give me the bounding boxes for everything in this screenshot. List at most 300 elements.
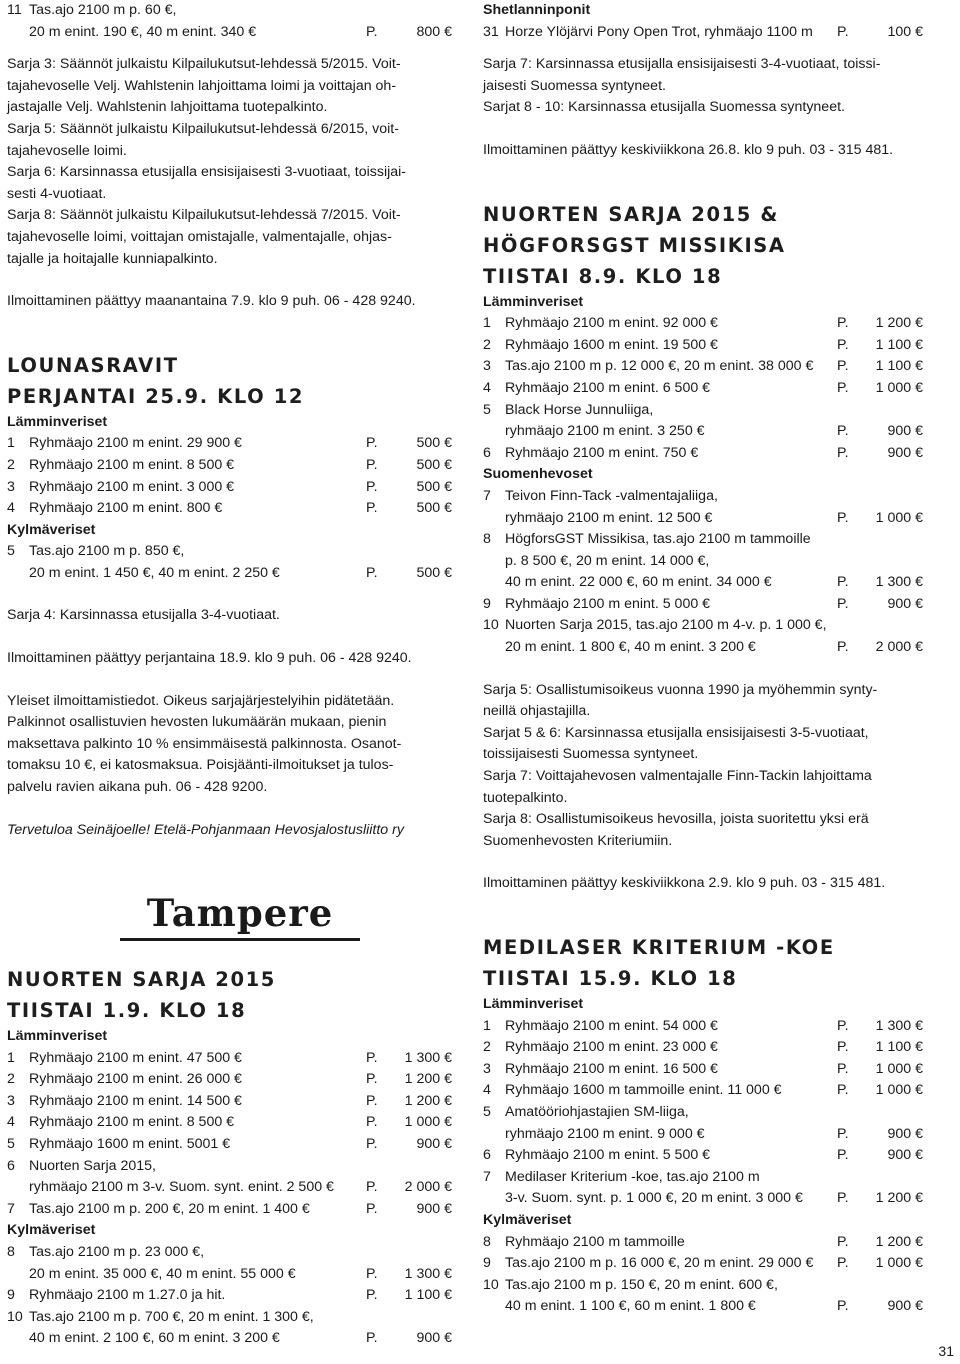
prize-amount: 900 € [887,423,923,440]
category-label: Suomenhevoset [483,466,593,483]
race-prize [366,1069,452,1091]
prize-amount: 900 € [887,444,923,461]
prize-label: P. [366,1287,378,1304]
race-description-line: Ryhmäajo 2100 m enint. 14 500 € [29,1092,242,1109]
prize-label: P. [366,1265,378,1282]
prize-amount: 1 000 € [875,509,923,526]
race-description [505,1059,837,1081]
section-heading: LOUNASRAVIT [7,353,179,377]
race-prize [837,1188,923,1210]
race-prize [366,1091,452,1113]
right-column [483,0,923,1318]
race-list [7,1048,452,1221]
race-description [29,1048,366,1070]
race-number: 10 [7,1308,23,1325]
race-prize [837,443,923,465]
race-description [29,1199,366,1221]
race-prize [837,508,923,530]
category-label: Lämminveriset [7,1028,108,1044]
race-row [483,400,923,443]
prize-label: P. [366,1200,378,1217]
race-prize [837,594,923,616]
race-number: 9 [483,595,491,612]
race-list [7,541,452,584]
race-description-line: Tas.ajo 2100 m p. 16 000 €, 20 m enint. 29 000 € [505,1255,814,1272]
registration-note: Ilmoittaminen päättyy maanantaina 7.9. klo 9 puh. 06 - 428 9240. [7,293,416,310]
race-description-line: Ryhmäajo 2100 m enint. 750 € [505,444,699,461]
race-description [505,1232,837,1254]
race-description-line: Ryhmäajo 2100 m enint. 47 500 € [29,1049,242,1066]
race-description-line: Ryhmäajo 2100 m enint. 26 000 € [29,1071,242,1088]
prize-amount: 500 € [416,478,452,495]
race-row [7,0,452,43]
prize-amount: 1 100 € [875,1039,923,1056]
race-description-line: 20 m enint. 1 450 €, 40 m enint. 2 250 € [29,564,280,581]
race-number: 6 [483,444,491,461]
section-heading: MEDILASER KRITERIUM -KOE [483,936,835,959]
prize-label: P. [366,1114,378,1131]
race-description-line: Ryhmäajo 2100 m enint. 8 500 € [29,1114,235,1131]
race-row [483,594,923,616]
race-prize [837,1059,923,1081]
prize-amount: 1 100 € [875,336,923,353]
race-list [483,313,923,464]
race-number: 9 [483,1255,491,1272]
race-prize [366,1177,452,1199]
race-description-line: Tas.ajo 2100 m p. 200 €, 20 m enint. 1 400 € [29,1200,310,1217]
prize-label: P. [837,574,849,591]
race-list [483,1016,923,1210]
race-description [505,1253,837,1275]
prize-amount: 1 000 € [875,1255,923,1272]
race-description-line: 20 m enint. 190 €, 40 m enint. 340 € [29,23,257,40]
race-description-line: Ryhmäajo 2100 m enint. 6 500 € [505,379,711,396]
prize-label: P. [837,1060,849,1077]
race-prize [366,1048,452,1070]
race-description-line: Black Horse Junnuliiga, [505,401,654,418]
paragraph-line: toissijaisesti Suomessa syntyneet. [483,746,699,763]
race-number: 2 [7,1071,15,1088]
prize-amount: 500 € [416,456,452,473]
race-prize [837,421,923,443]
race-row [483,443,923,465]
paragraph-line: Sarja 5: Osallistumisoikeus vuonna 1990 ja myöhemmin synty- [483,681,878,698]
race-number: 3 [7,1092,15,1109]
category-label: Kylmäveriset [7,1222,96,1239]
race-row [483,1167,923,1210]
race-number: 3 [483,1060,491,1077]
prize-label: P. [837,379,849,396]
prize-amount: 900 € [887,1125,923,1142]
race-description-line: 20 m enint. 35 000 €, 40 m enint. 55 000 € [29,1265,296,1282]
race-number: 4 [483,1082,491,1099]
race-list [7,1242,452,1350]
race-row [483,1253,923,1275]
prize-amount: 1 200 € [875,1190,923,1207]
race-description [29,498,366,520]
race-number: 1 [7,1049,15,1066]
paragraph-line: Suomenhevosten Kriteriumiin. [483,832,673,849]
race-prize [366,433,452,455]
page-number: 31 [938,1343,954,1359]
race-row [483,1102,923,1145]
race-description [505,1102,837,1145]
prize-label: P. [837,1190,849,1207]
race-number: 11 [7,2,22,18]
race-number: 31 [483,23,499,40]
race-prize [837,1124,923,1146]
prize-label: P. [837,358,849,375]
notes-paragraph [483,54,923,119]
prize-label: P. [837,315,849,332]
race-description [505,378,837,400]
race-row [483,313,923,335]
race-number: 10 [483,1276,499,1293]
prize-label: P. [837,1082,849,1099]
race-prize [837,335,923,357]
prize-label: P. [366,1071,378,1088]
race-prize [837,313,923,335]
prize-amount: 900 € [887,1147,923,1164]
race-number: 6 [7,1157,15,1174]
prize-amount: 500 € [416,500,452,517]
race-description [505,1167,837,1210]
race-description-line: Tas.ajo 2100 m p. 150 €, 20 m enint. 600 €, [505,1276,778,1293]
race-row [483,486,923,529]
race-prize [366,477,452,499]
paragraph-line: tajahevoselle Velj. Wahlstenin lahjoittama loimi ja voittajan oh- [7,77,397,94]
race-number: 7 [7,1200,15,1217]
race-prize [366,455,452,477]
paragraph-line: tomaksu 10 €, ei katosmaksua. Poisjäänti-ilmoitukset ja tulos- [7,757,394,774]
notes-paragraph [7,54,452,270]
race-list [7,433,452,519]
paragraph-line: Sarja 6: Karsinnassa etusijalla ensisijaisesti 3-vuotiaat, toissijai- [7,164,407,181]
race-prize [837,1253,923,1275]
race-row [483,1059,923,1081]
race-description [505,443,837,465]
race-description [505,22,837,44]
race-row [483,22,923,44]
prize-label: P. [837,1298,849,1315]
race-row [7,1112,452,1134]
paragraph-line: Sarja 5: Säännöt julkaistu Kilpailukutsut-lehdessä 6/2015, voit- [7,120,399,137]
prize-label: P. [366,23,378,40]
race-description [505,486,837,529]
prize-amount: 1 100 € [875,358,923,375]
paragraph-line: Sarja 8: Osallistumisoikeus hevosilla, joista suoritettu yksi erä [483,811,869,828]
race-description-line: Ryhmäajo 2100 m enint. 23 000 € [505,1039,718,1056]
race-row [483,1275,923,1318]
category-label: Shetlanninponit [483,2,591,18]
race-description-line: Ryhmäajo 2100 m enint. 5 000 € [505,595,711,612]
race-description-line: Nuorten Sarja 2015, tas.ajo 2100 m 4-v. p. 1 000 €, [505,617,827,634]
race-description [505,1037,837,1059]
category-label: Lämminveriset [483,996,584,1012]
race-prize [366,498,452,520]
race-row [7,1091,452,1113]
prize-label: P. [366,1179,378,1196]
prize-label: P. [837,1039,849,1056]
paragraph-line: Sarja 7: Karsinnassa etusijalla ensisijaisesti 3-4-vuotiaat, toissi- [483,56,881,73]
prize-label: P. [366,500,378,517]
prize-amount: 2 000 € [875,639,923,656]
race-description [505,335,837,357]
race-number: 3 [7,478,15,495]
prize-label: P. [837,639,849,656]
race-description-line: Ryhmäajo 2100 m enint. 16 500 € [505,1060,718,1077]
registration-note: Ilmoittaminen päättyy keskiviikkona 2.9. klo 9 puh. 03 - 315 481. [483,875,886,892]
race-description [505,1145,837,1167]
prize-amount: 1 000 € [875,1082,923,1099]
race-description-line: Tas.ajo 2100 m p. 23 000 €, [29,1243,205,1260]
section-date-heading: TIISTAI 1.9. KLO 18 [7,999,247,1022]
section-heading: NUORTEN SARJA 2015 [7,968,276,991]
race-row [483,1016,923,1038]
race-prize [366,1199,452,1221]
race-description-line: Ryhmäajo 2100 m 1.27.0 ja hit. [29,1287,226,1304]
paragraph-line: Sarja 8: Säännöt julkaistu Kilpailukutsut-lehdessä 7/2015. Voit- [7,207,401,224]
race-prize [837,1037,923,1059]
registration-note: Ilmoittaminen päättyy keskiviikkona 26.8. klo 9 puh. 03 - 315 481. [483,141,894,158]
race-list [483,486,923,659]
race-description [29,477,366,499]
race-description-line: Ryhmäajo 1600 m enint. 19 500 € [505,336,718,353]
race-prize [366,1134,452,1156]
prize-amount: 1 200 € [404,1092,452,1109]
race-prize [837,1080,923,1102]
prize-label: P. [837,1017,849,1034]
paragraph-line: Yleiset ilmoittamistiedot. Oikeus sarjajärjestelyihin pidätetään. [7,692,395,709]
race-description-line: Ryhmäajo 2100 m enint. 5 500 € [505,1147,711,1164]
race-description [29,1307,366,1350]
race-description-line: ryhmäajo 2100 m enint. 9 000 € [505,1125,705,1142]
race-prize [837,1296,923,1318]
race-description-line: ryhmäajo 2100 m enint. 3 250 € [505,423,705,440]
prize-amount: 1 200 € [875,1233,923,1250]
general-info-paragraph [7,691,452,799]
race-row [7,455,452,477]
notes-paragraph [483,680,923,853]
paragraph-line: Sarjat 5 & 6: Karsinnassa etusijalla ensisijaisesti 3-5-vuotiaat, [483,724,869,741]
race-row [483,335,923,357]
race-prize [366,1328,452,1350]
race-description [29,433,366,455]
race-number: 4 [483,379,491,396]
race-description-line: 40 m enint. 22 000 €, 60 m enint. 34 000 € [505,574,772,591]
prize-label: P. [837,1147,849,1164]
race-row [7,1242,452,1285]
prize-amount: 1 100 € [404,1287,452,1304]
race-description [29,455,366,477]
category-label: Lämminveriset [483,293,584,310]
race-description-line: Ryhmäajo 1600 m tammoille enint. 11 000 € [505,1082,782,1099]
prize-label: P. [837,509,849,526]
race-description-line: Ryhmäajo 1600 m enint. 5001 € [29,1135,231,1152]
race-row [483,1080,923,1102]
prize-amount: 2 000 € [404,1179,452,1196]
prize-amount: 900 € [416,1330,452,1347]
race-description [505,529,837,594]
race-number: 1 [483,1017,491,1034]
left-lower-column [7,964,452,1350]
prize-label: P. [366,435,378,452]
race-prize [366,22,452,44]
race-prize [366,1285,452,1307]
race-number: 7 [483,1168,491,1185]
race-prize [837,22,923,44]
race-description [505,1080,837,1102]
race-row [7,498,452,520]
race-number: 8 [7,1243,15,1260]
race-number: 6 [483,1147,491,1164]
race-prize [837,356,923,378]
race-row [483,1037,923,1059]
race-row [7,1156,452,1199]
category-label: Lämminveriset [7,413,108,430]
race-prize [366,1264,452,1286]
race-number: 5 [7,1135,15,1152]
race-number: 1 [483,315,491,332]
race-row [7,1069,452,1091]
welcome-line: Tervetuloa Seinäjoelle! Etelä-Pohjanmaan Hevosjalostusliitto ry [7,821,404,838]
section-date-heading: TIISTAI 15.9. KLO 18 [483,967,738,990]
race-row [483,615,923,658]
prize-amount: 1 000 € [404,1114,452,1131]
section-heading: NUORTEN SARJA 2015 & [483,202,779,226]
race-description [29,1112,366,1134]
paragraph-line: tuotepalkinto. [483,789,568,806]
race-description-line: Ryhmäajo 2100 m enint. 8 500 € [29,456,235,473]
paragraph-line: palvelu ravien aikana puh. 06 - 428 9200. [7,779,268,796]
prize-amount: 500 € [416,435,452,452]
category-label: Kylmäveriset [7,521,96,538]
paragraph-line: maksettava palkinto 10 % ensimmäisestä palkinnosta. Osanot- [7,735,402,752]
race-row [7,541,452,584]
prize-label: P. [366,564,378,581]
race-number: 10 [483,617,499,634]
race-description-line: 40 m enint. 2 100 €, 60 m enint. 3 200 € [29,1330,280,1347]
race-row [7,1199,452,1221]
race-prize [837,1016,923,1038]
race-description-line: Nuorten Sarja 2015, [29,1157,156,1174]
race-number: 8 [483,531,491,548]
prize-amount: 1 200 € [404,1071,452,1088]
race-number: 7 [483,487,491,504]
series-note: Sarja 4: Karsinnassa etusijalla 3-4-vuotiaat. [7,607,280,624]
race-description-line: Ryhmäajo 2100 m tammoille [505,1233,685,1250]
race-description-line: Ryhmäajo 2100 m enint. 29 900 € [29,435,242,452]
race-row [7,1285,452,1307]
race-row [7,433,452,455]
prize-label: P. [837,336,849,353]
section-heading: HÖGFORSGST MISSIKISA [483,233,786,257]
race-description-line: 3-v. Suom. synt. p. 1 000 €, 20 m enint. 3 000 € [505,1190,803,1207]
prize-label: P. [837,423,849,440]
prize-label: P. [366,1092,378,1109]
prize-label: P. [837,1125,849,1142]
prize-amount: 900 € [887,1298,923,1315]
race-description [29,1285,366,1307]
race-description [505,313,837,335]
prize-label: P. [366,456,378,473]
prize-label: P. [837,444,849,461]
race-prize [837,378,923,400]
race-number: 2 [7,456,15,473]
race-description-line: Medilaser Kriterium -koe, tas.ajo 2100 m [505,1168,760,1185]
race-number: 1 [7,435,15,452]
race-row [483,356,923,378]
race-description-line: ryhmäajo 2100 m 3-v. Suom. synt. enint. 2 500 € [29,1179,334,1196]
paragraph-line: jaisesti Suomessa syntyneet. [483,77,666,94]
race-list [483,1232,923,1318]
paragraph-line: tajahevoselle loimi, voittajan omistajalle, valmentajalle, ohjas- [7,228,392,245]
prize-amount: 900 € [416,1135,452,1152]
race-description [505,400,837,443]
race-description-line: Ryhmäajo 2100 m enint. 54 000 € [505,1017,718,1034]
race-description-line: HögforsGST Missikisa, tas.ajo 2100 m tammoille [505,531,811,548]
race-description-line: Ryhmäajo 2100 m enint. 92 000 € [505,315,718,332]
paragraph-line: Sarja 3: Säännöt julkaistu Kilpailukutsut-lehdessä 5/2015. Voit- [7,56,401,73]
race-description-line: Ryhmäajo 2100 m enint. 3 000 € [29,478,235,495]
prize-amount: 1 300 € [875,574,923,591]
prize-amount: 900 € [887,595,923,612]
race-row [7,1134,452,1156]
prize-label: P. [366,478,378,495]
section-date-heading: TIISTAI 8.9. KLO 18 [483,264,723,288]
prize-amount: 500 € [416,564,452,581]
race-description-line: ryhmäajo 2100 m enint. 12 500 € [505,509,713,526]
race-number: 3 [483,358,491,375]
race-description [505,594,837,616]
race-description-line: Amatööriohjastajien SM-liiga, [505,1103,689,1120]
race-row [7,477,452,499]
race-row [483,1232,923,1254]
race-list [7,0,452,43]
race-description [505,1275,837,1318]
paragraph-line: jastajalle Velj. Wahlstenin lahjoittama tuotepalkinto. [7,99,328,116]
race-description-line: 40 m enint. 1 100 €, 60 m enint. 1 800 € [505,1298,756,1315]
race-description [29,1242,366,1285]
category-label: Kylmäveriset [483,1211,572,1228]
race-description-line: Horze Ylöjärvi Pony Open Trot, ryhmäajo 1100 m [505,23,813,40]
prize-amount: 800 € [416,23,452,40]
race-prize [837,637,923,659]
paragraph-line: neillä ohjastajilla. [483,703,591,720]
race-description-line: Ryhmäajo 2100 m enint. 800 € [29,500,223,517]
race-prize [837,572,923,594]
paragraph-line: tajalle ja hoitajalle kunniapalkinto. [7,250,218,267]
race-description [505,356,837,378]
prize-label: P. [366,1330,378,1347]
race-description-line: Teivon Finn-Tack -valmentajaliiga, [505,487,718,504]
race-description [505,615,837,658]
race-number: 8 [483,1233,491,1250]
paragraph-line: Palkinnot osallistuvien hevosten lukumäärän mukaan, pienin [7,714,387,731]
race-description-line: Tas.ajo 2100 m p. 60 €, [29,2,177,18]
race-number: 4 [7,1114,15,1131]
prize-label: P. [366,1049,378,1066]
race-description [29,1134,366,1156]
race-description-line: 20 m enint. 1 800 €, 40 m enint. 3 200 € [505,639,756,656]
race-number: 4 [7,500,15,517]
race-number: 5 [483,1103,491,1120]
race-description [29,1156,366,1199]
race-description-line: p. 8 500 €, 20 m enint. 14 000 €, [505,552,710,569]
race-prize [837,1232,923,1254]
race-description-line: Tas.ajo 2100 m p. 12 000 €, 20 m enint. 38 000 € [505,358,814,375]
prize-amount: 900 € [416,1200,452,1217]
